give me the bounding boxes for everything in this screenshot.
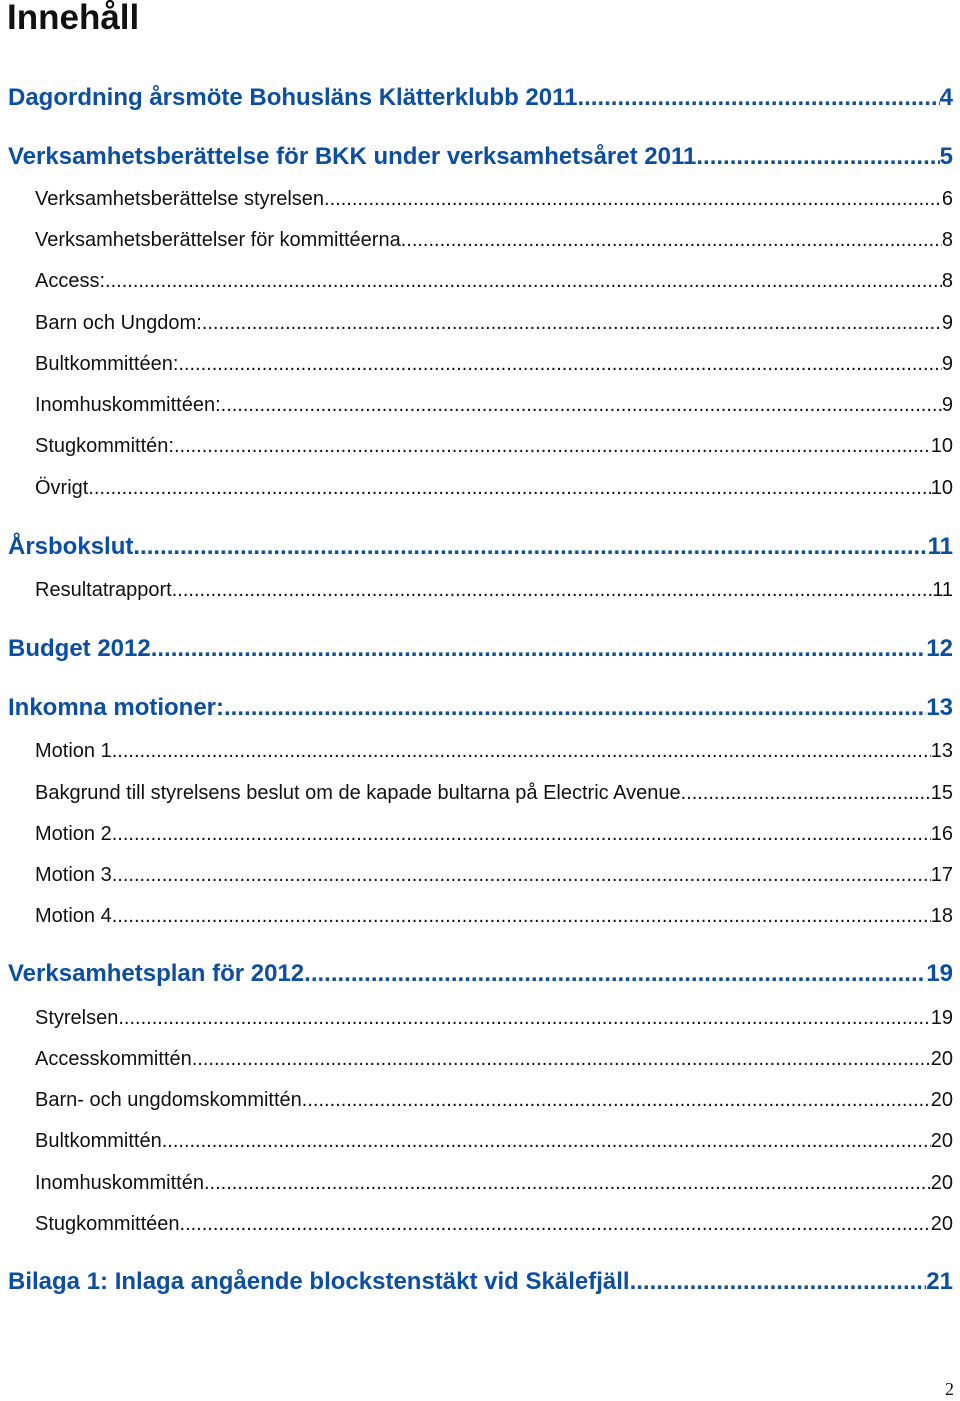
toc-entry-page: 20 <box>930 1048 953 1070</box>
toc-entry-title: Verksamhetsplan för 2012 <box>8 960 305 987</box>
toc-entry-page: 20 <box>930 1172 953 1194</box>
toc-entry-title: Inomhuskommittéen: <box>35 394 221 416</box>
toc-entry[interactable] <box>35 903 953 929</box>
toc-entry[interactable] <box>35 1046 953 1072</box>
dot-leader <box>162 1128 931 1154</box>
toc-entry-title: Accesskommittén <box>35 1048 192 1070</box>
dot-leader <box>192 1046 931 1072</box>
toc-entry-title: Styrelsen <box>35 1007 119 1029</box>
toc-entry-page: 20 <box>930 1089 953 1111</box>
dot-leader <box>202 310 942 336</box>
toc-entry-title: Övrigt <box>35 477 89 499</box>
toc-entry-page: 9 <box>941 312 953 334</box>
dot-leader <box>151 634 927 664</box>
toc-entry[interactable] <box>8 83 953 113</box>
toc-entry-page: 18 <box>930 905 953 927</box>
toc-entry-title: Inomhuskommittén <box>35 1172 204 1194</box>
dot-leader <box>221 392 942 418</box>
dot-leader <box>133 532 927 562</box>
toc-entry-page: 6 <box>941 188 953 210</box>
toc-entry[interactable] <box>35 1005 953 1031</box>
toc-entry[interactable] <box>35 227 953 253</box>
dot-leader <box>172 577 932 603</box>
toc-entry-title: Motion 4 <box>35 905 112 927</box>
toc-entry[interactable] <box>35 738 953 764</box>
toc-entry-page: 10 <box>930 435 953 457</box>
toc-entry[interactable] <box>35 351 953 377</box>
toc-entry-page: 12 <box>926 635 953 662</box>
dot-leader <box>324 186 942 212</box>
toc-entry[interactable] <box>35 577 953 603</box>
toc-entry[interactable] <box>35 475 953 501</box>
toc-entry-title: Barn och Ungdom: <box>35 312 202 334</box>
toc-entry[interactable] <box>35 862 953 888</box>
dot-leader <box>174 433 931 459</box>
toc-entry-title: Motion 1 <box>35 740 112 762</box>
toc-entry-page: 16 <box>930 823 953 845</box>
toc-entry[interactable] <box>8 959 953 989</box>
toc-entry-page: 9 <box>941 353 953 375</box>
toc-entry[interactable] <box>35 821 953 847</box>
toc-entry-title: Stugkommittén: <box>35 435 174 457</box>
toc-entry-page: 5 <box>939 143 953 170</box>
dot-leader <box>577 83 939 113</box>
toc-entry-page: 4 <box>939 84 953 111</box>
toc-entry-page: 20 <box>930 1130 953 1152</box>
toc-entry-page: 19 <box>926 960 953 987</box>
dot-leader <box>112 821 931 847</box>
dot-leader <box>180 1211 931 1237</box>
toc-entry-title: Stugkommittéen <box>35 1213 180 1235</box>
toc-entry-title: Motion 2 <box>35 823 112 845</box>
toc-entry[interactable] <box>8 1267 953 1297</box>
toc-entry[interactable] <box>35 1170 953 1196</box>
toc-entry-page: 11 <box>927 533 953 560</box>
toc-entry-title: Barn- och ungdomskommittén <box>35 1089 302 1111</box>
toc-entry-page: 9 <box>941 394 953 416</box>
toc-entry-page: 8 <box>941 270 953 292</box>
dot-leader <box>681 780 931 806</box>
dot-leader <box>112 903 931 929</box>
toc-entry[interactable] <box>8 532 953 562</box>
dot-leader <box>401 227 942 253</box>
toc-entry-page: 20 <box>930 1213 953 1235</box>
toc-entry-page: 17 <box>930 864 953 886</box>
toc-entry-page: 13 <box>926 694 953 721</box>
toc-entry-title: Dagordning årsmöte Bohusläns Klätterklubb 2011 <box>8 84 578 111</box>
toc-entry[interactable] <box>35 780 953 806</box>
toc-entry-title: Verksamhetsberättelser för kommittéerna <box>35 229 401 251</box>
page-title: Innehåll <box>7 0 140 37</box>
dot-leader <box>204 1170 931 1196</box>
dot-leader <box>224 693 926 723</box>
toc-entry-title: Inkomna motioner: <box>8 694 225 721</box>
dot-leader <box>112 738 931 764</box>
toc-entry-page: 10 <box>930 477 953 499</box>
toc-entry[interactable] <box>35 433 953 459</box>
dot-leader <box>302 1087 931 1113</box>
dot-leader <box>118 1005 930 1031</box>
toc-entry[interactable] <box>35 1128 953 1154</box>
dot-leader <box>630 1267 927 1297</box>
toc-entry-page: 21 <box>926 1268 953 1295</box>
toc-entry-title: Bakgrund till styrelsens beslut om de kapade bultarna på Electric Avenue <box>35 782 681 804</box>
dot-leader <box>88 475 930 501</box>
toc-entry-title: Budget 2012 <box>8 635 151 662</box>
toc-entry[interactable] <box>8 142 953 172</box>
dot-leader <box>105 268 942 294</box>
toc-entry-page: 8 <box>941 229 953 251</box>
toc-entry-title: Resultatrapport <box>35 579 172 601</box>
dot-leader <box>112 862 931 888</box>
toc-entry[interactable] <box>35 1211 953 1237</box>
dot-leader <box>304 959 926 989</box>
dot-leader <box>178 351 941 377</box>
toc-entry-title: Verksamhetsberättelse styrelsen <box>35 188 325 210</box>
page-number: 2 <box>945 1379 954 1399</box>
toc-entry[interactable] <box>35 1087 953 1113</box>
toc-entry[interactable] <box>35 268 953 294</box>
toc-entry[interactable] <box>35 310 953 336</box>
toc-entry-title: Bilaga 1: Inlaga angående blockstenstäkt vid Skälefjäll <box>8 1268 630 1295</box>
toc-entry-page: 11 <box>932 579 953 601</box>
toc-entry-title: Verksamhetsberättelse för BKK under verksamhetsåret 2011 <box>8 143 697 170</box>
toc-entry[interactable] <box>8 634 953 664</box>
toc-entry[interactable] <box>8 693 953 723</box>
toc-entry-title: Årsbokslut <box>8 533 134 560</box>
toc-entry-page: 13 <box>930 740 953 762</box>
toc-entry[interactable] <box>35 186 953 212</box>
toc-entry-title: Access: <box>35 270 106 292</box>
dot-leader <box>696 142 939 172</box>
toc-entry-title: Bultkommittén <box>35 1130 162 1152</box>
toc-entry-title: Bultkommittéen: <box>35 353 179 375</box>
toc-entry-page: 19 <box>930 1007 953 1029</box>
toc-entry-page: 15 <box>930 782 953 804</box>
toc-entry[interactable] <box>35 392 953 418</box>
toc-entry-title: Motion 3 <box>35 864 112 886</box>
